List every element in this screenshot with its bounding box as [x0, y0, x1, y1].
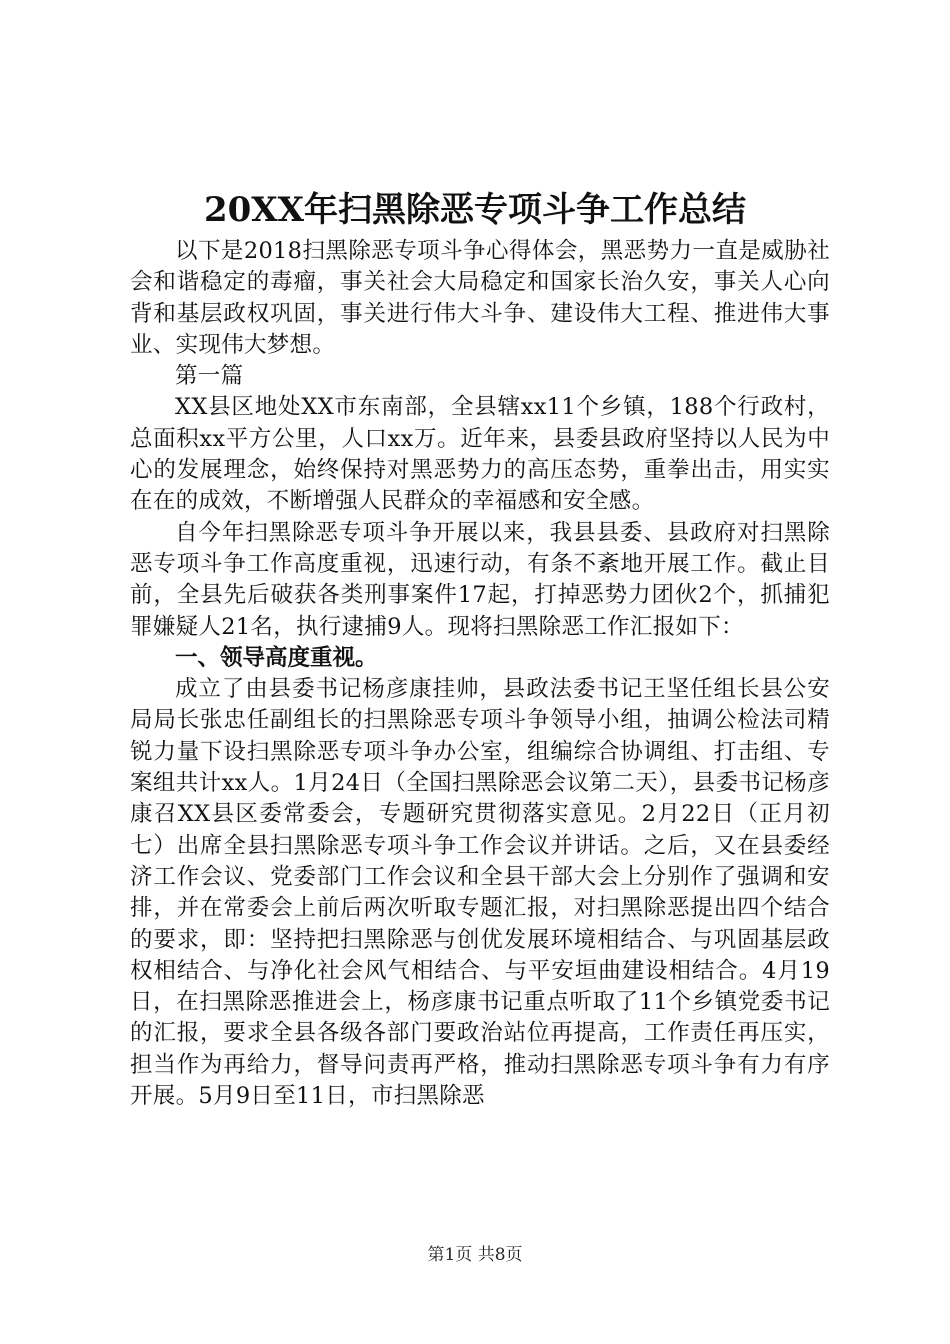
section-label: 第一篇 [175, 363, 244, 390]
page-footer: 第1页 共8页 [427, 1245, 523, 1265]
paragraph-leadership: 成立了由县委书记杨彦康挂帅，县政法委书记王坚任组长县公安局局长张忠任副组长的扫黑除恶专项斗争领导小组，抽调公检法司精锐力量下设扫黑除恶专项斗争办公室，组编综合协调组、打击组、专案组共计xx人。1月24日（全国扫黑除恶会议第二天），县委书记杨彦康召XX县区委常委会，专题研究贯彻落实意见。2月22日（正月初七）出席全县扫黑除恶专项斗争工作会议并讲话。之后，又在县委经济工作会议、党委部门工作会议和全县干部大会上分别作了强调和安排，并在常委会上前后两次听取专题汇报，对扫黑除恶提出四个结合的要求，即：坚持把扫黑除恶与创优发展环境相结合、与巩固基层政权相结合、与净化社会风气相结合、与平安垣曲建设相结合。4月19日，在扫黑除恶推进会上，杨彦康书记重点听取了11个乡镇党委书记的汇报，要求全县各级各部门要政治站位再提高，工作责任再压实，担当作为再给力，督导问责再严格，推动扫黑除恶专项斗争有力有序开展。5月9日至11日，市扫黑除恶 [130, 676, 830, 1110]
document-title: 20XX年扫黑除恶专项斗争工作总结 [203, 190, 747, 230]
intro-paragraph: 以下是2018扫黑除恶专项斗争心得体会，黑恶势力一直是威胁社会和谐稳定的毒瘤，事关社会大局稳定和国家长治久安，事关人心向背和基层政权巩固，事关进行伟大斗争、建设伟大工程、推进伟大事业、实现伟大梦想。 [130, 238, 830, 358]
document-body [130, 236, 830, 1112]
paragraph-overview: XX县区地处XX市东南部，全县辖xx11个乡镇，188个行政村，总面积xx平方公里，人口xx万。近年来，县委县政府坚持以人民为中心的发展理念，始终保持对黑恶势力的高压态势，重拳出击，用实实在在的成效，不断增强人民群众的幸福感和安全感。 [130, 394, 830, 515]
paragraph-summary: 自今年扫黑除恶专项斗争开展以来，我县县委、县政府对扫黑除恶专项斗争工作高度重视，迅速行动，有条不紊地开展工作。截止目前，全县先后破获各类刑事案件17起，打掉恶势力团伙2个，抓捕犯罪嫌疑人21名，执行逮捕9人。现将扫黑除恶工作汇报如下： [130, 519, 830, 640]
section-heading-leadership: 一、领导高度重视。 [175, 644, 378, 671]
